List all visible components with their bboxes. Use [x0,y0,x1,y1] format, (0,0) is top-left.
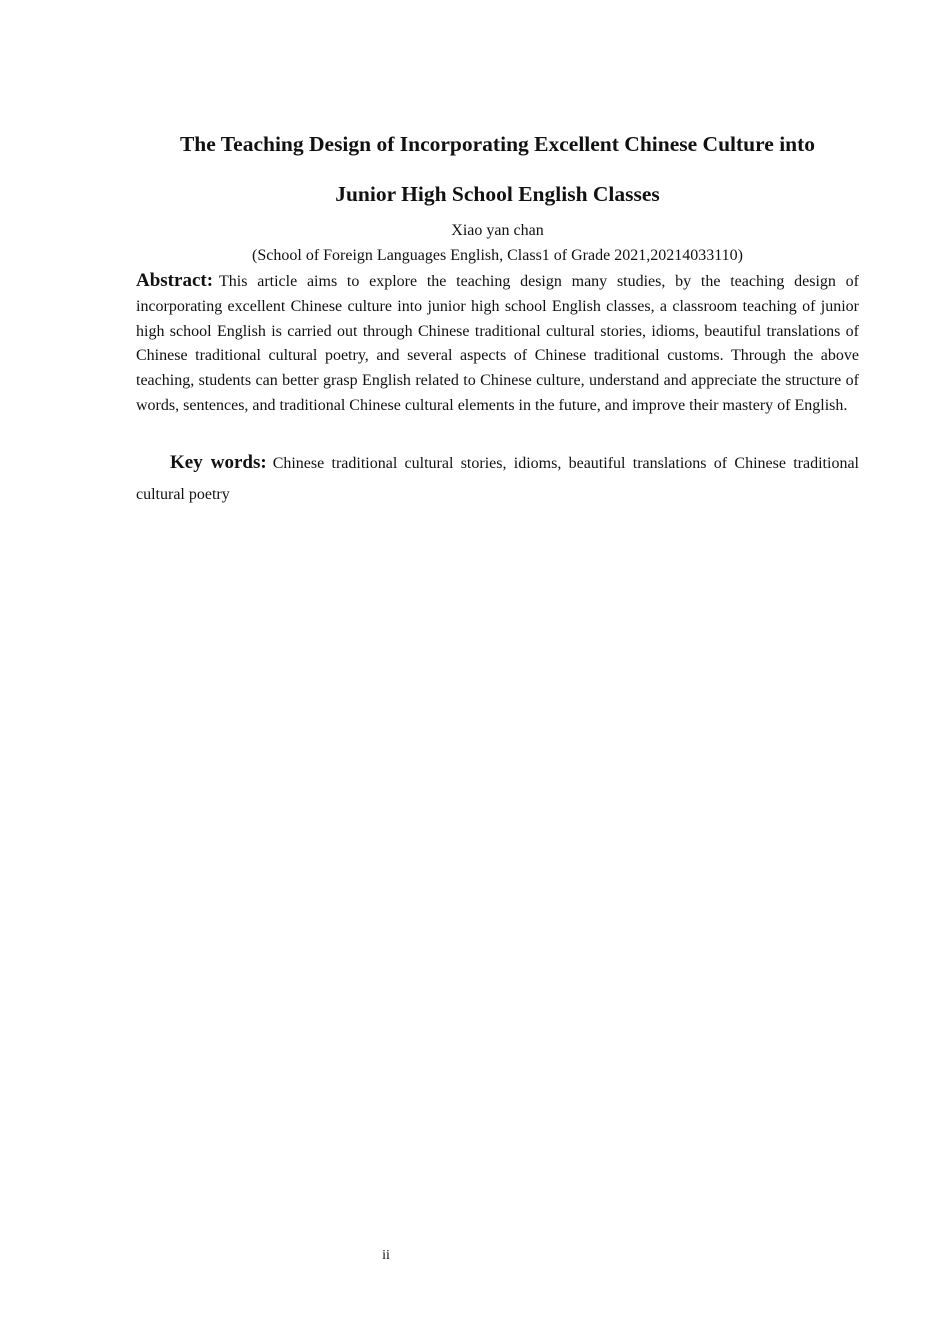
keywords-label: Key words: [170,452,267,473]
author-affiliation: (School of Foreign Languages English, Class1 of Grade 2021,20214033110) [252,247,743,264]
abstract-label: Abstract: [136,270,214,291]
abstract-text: This article aims to explore the teaching design many studies, by the teaching design of incorporating excellent Chinese culture into junior high school English classes, a classroom teaching of junior high school English is carried out through Chinese traditional cultural stories, idioms, beautiful translations of Chinese traditional cultural poetry, and several aspects of Chinese traditional customs. Through the above teaching, students can better grasp English related to Chinese culture, understand and appreciate the structure of words, sentences, and traditional Chinese cultural elements in the future, and improve their mastery of English. [136,273,859,414]
keywords-text: Chinese traditional cultural stories, idioms, beautiful translations of Chinese traditional cultural poetry [136,455,859,503]
abstract-paragraph [136,269,859,419]
title-line-2: Junior High School English Classes [335,182,660,206]
page-number: ii [382,1248,390,1263]
keywords-paragraph [136,447,859,510]
title-line-1: The Teaching Design of Incorporating Excellent Chinese Culture into [179,132,816,156]
author-name: Xiao yan chan [451,222,544,239]
